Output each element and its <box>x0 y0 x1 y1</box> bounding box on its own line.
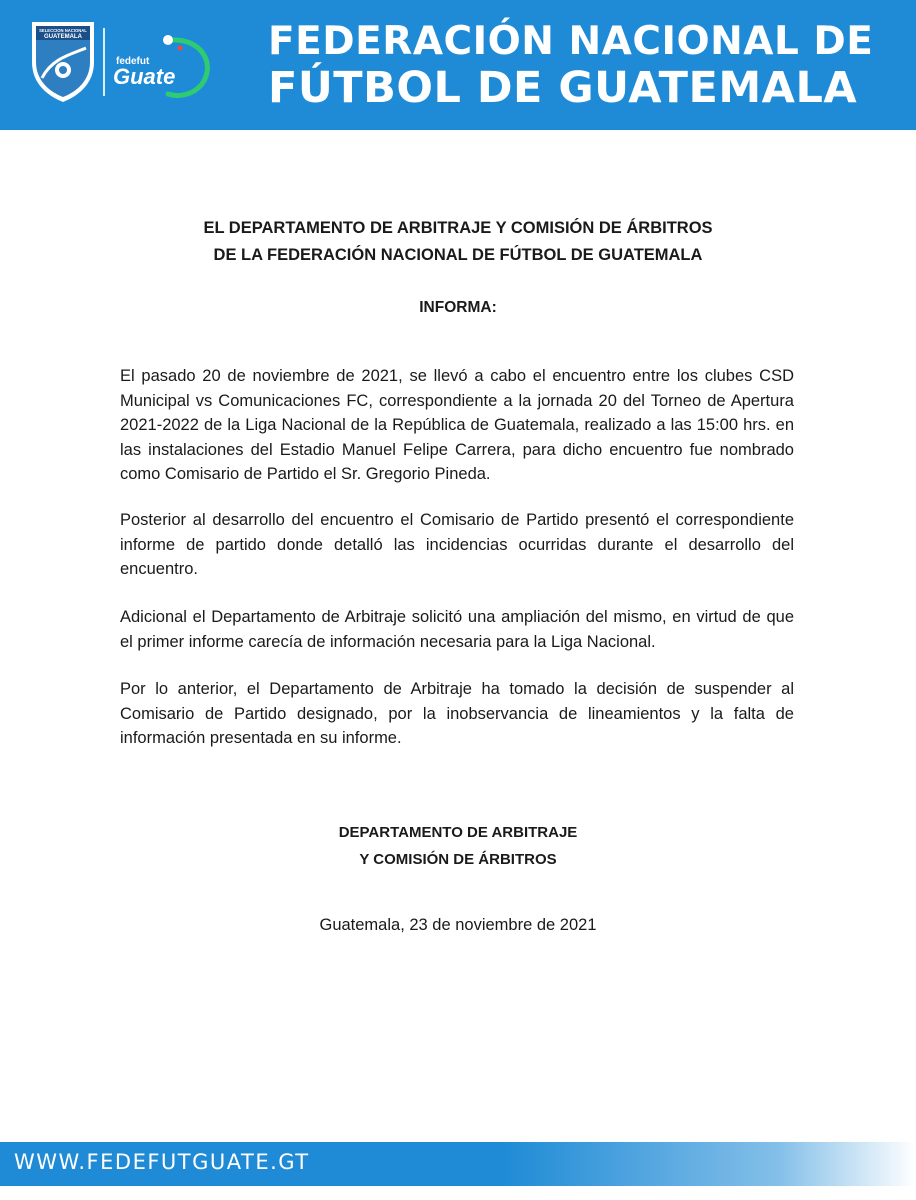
paragraph-commissioner-report: Posterior al desarrollo del encuentro el Comisario de Partido presentó el correspondiente informe de partido donde detalló las incidencias ocurridas durante el desarrollo del encuentro. <box>120 511 794 578</box>
svg-text:SELECCION NACIONAL: SELECCION NACIONAL <box>39 28 87 33</box>
document-heading <box>0 215 916 269</box>
svg-text:GUATEMALA: GUATEMALA <box>44 34 82 40</box>
brand-divider <box>103 28 105 96</box>
federation-title <box>268 19 874 113</box>
document-heading-line1: EL DEPARTAMENTO DE ARBITRAJE Y COMISIÓN DE ÁRBITROS <box>203 219 713 237</box>
document-date: Guatemala, 23 de noviembre de 2021 <box>319 916 597 934</box>
footer-website-link[interactable]: WWW.FEDEFUTGUATE.GT <box>14 1150 310 1174</box>
federation-title-line2: FÚTBOL DE GUATEMALA <box>268 63 858 113</box>
paragraph-extension-request: Adicional el Departamento de Arbitraje solicitó una ampliación del mismo, en virtud de que el primer informe carecía de información necesaria para la Liga Nacional. <box>120 608 794 651</box>
signature-block <box>0 819 916 873</box>
informa-label: INFORMA: <box>419 299 497 316</box>
fedefut-wordmark-main: Guate <box>113 64 176 89</box>
seleccion-nacional-badge-icon <box>28 18 98 104</box>
header-banner <box>0 0 916 130</box>
paragraph-suspension-decision: Por lo anterior, el Departamento de Arbitraje ha tomado la decisión de suspender al Comisario de Partido designado, por la inobservancia de lineamientos y la falta de información presentada en su informe. <box>120 680 794 747</box>
signature-line2: Y COMISIÓN DE ÁRBITROS <box>359 851 557 868</box>
signature-line1: DEPARTAMENTO DE ARBITRAJE <box>338 824 578 841</box>
document-heading-line2: DE LA FEDERACIÓN NACIONAL DE FÚTBOL DE GUATEMALA <box>213 246 703 264</box>
paragraph-match-details: El pasado 20 de noviembre de 2021, se llevó a cabo el encuentro entre los clubes CSD Municipal vs Comunicaciones FC, correspondiente a la jornada 20 del Torneo de Apertura 2021-2022 de la Liga Nacional de la República de Guatemala, realizado a las 15:00 hrs. en las instalaciones del Estadio Manuel Felipe Carrera, para dicho encuentro fue nombrado como Comisario de Partido el Sr. Gregorio Pineda. <box>120 367 794 483</box>
fedefut-wordmark-small: fedefut <box>116 56 150 67</box>
federation-title-line1: FEDERACIÓN NACIONAL DE <box>268 19 874 64</box>
